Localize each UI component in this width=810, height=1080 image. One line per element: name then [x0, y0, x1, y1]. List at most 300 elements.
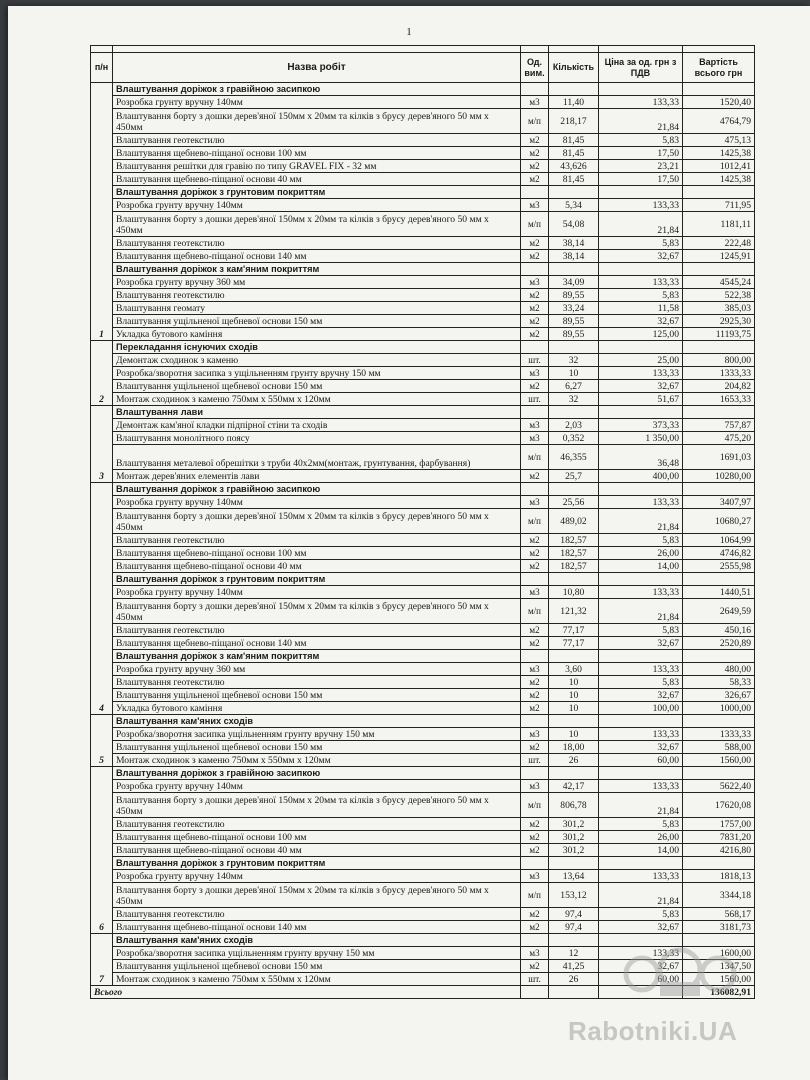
unit-cell: шт.	[521, 393, 549, 406]
cost-cell: 757,87	[683, 419, 755, 432]
group-title-row	[91, 483, 755, 496]
work-name: Укладка бутового каміння	[113, 328, 521, 341]
cost-cell: 3181,73	[683, 921, 755, 934]
table-row	[91, 754, 755, 767]
quantity-cell: 77,17	[549, 637, 599, 650]
price-cell: 373,33	[599, 419, 683, 432]
empty-cell	[599, 263, 683, 276]
unit-cell: м2	[521, 689, 549, 702]
group-title: Влаштування доріжок з кам'яним покриттям	[113, 650, 521, 663]
work-name: Монтаж сходинок з каменю 750мм х 550мм х 120мм	[113, 973, 521, 986]
unit-cell: м2	[521, 160, 549, 173]
empty-cell	[549, 857, 599, 870]
cost-cell: 385,03	[683, 302, 755, 315]
cost-cell: 4764,79	[683, 109, 755, 134]
quantity-cell: 41,25	[549, 960, 599, 973]
table-row	[91, 547, 755, 560]
table-row	[91, 419, 755, 432]
unit-cell: м2	[521, 237, 549, 250]
table-row	[91, 496, 755, 509]
works-estimate-table	[90, 45, 755, 999]
price-cell: 51,67	[599, 393, 683, 406]
table-row	[91, 134, 755, 147]
price-cell: 5,83	[599, 134, 683, 147]
empty-cell	[521, 573, 549, 586]
price-cell: 36,48	[599, 445, 683, 470]
empty-cell	[549, 715, 599, 728]
quantity-cell: 3,60	[549, 663, 599, 676]
table-row	[91, 380, 755, 393]
section-number: 3	[91, 406, 113, 483]
empty-cell	[683, 573, 755, 586]
price-cell: 5,83	[599, 818, 683, 831]
quantity-cell: 10	[549, 702, 599, 715]
table-row	[91, 199, 755, 212]
price-cell: 21,84	[599, 599, 683, 624]
unit-cell: м2	[521, 380, 549, 393]
section-number: 4	[91, 483, 113, 715]
section-number: 2	[91, 341, 113, 406]
empty-cell	[549, 986, 599, 999]
price-cell: 23,21	[599, 160, 683, 173]
work-name: Влаштування щебнево-піщаної основи 40 мм	[113, 173, 521, 186]
quantity-cell: 54,08	[549, 212, 599, 237]
unit-cell: шт.	[521, 754, 549, 767]
cost-cell: 800,00	[683, 354, 755, 367]
price-cell: 133,33	[599, 947, 683, 960]
unit-cell: м3	[521, 870, 549, 883]
table-row	[91, 793, 755, 818]
cost-cell: 1818,13	[683, 870, 755, 883]
work-name: Влаштування ущільненої щебневої основи 150 мм	[113, 689, 521, 702]
cost-cell: 1181,11	[683, 212, 755, 237]
price-cell: 32,67	[599, 921, 683, 934]
empty-cell	[521, 406, 549, 419]
empty-cell	[599, 767, 683, 780]
group-title-row	[91, 263, 755, 276]
price-cell: 133,33	[599, 367, 683, 380]
unit-cell: м2	[521, 328, 549, 341]
section-number: 6	[91, 767, 113, 934]
group-title-row	[91, 767, 755, 780]
cost-cell: 326,67	[683, 689, 755, 702]
cost-cell: 1600,00	[683, 947, 755, 960]
quantity-cell: 5,34	[549, 199, 599, 212]
table-row	[91, 237, 755, 250]
unit-cell: м3	[521, 367, 549, 380]
cost-cell: 1440,51	[683, 586, 755, 599]
work-name: Влаштування щебнево-піщаної основи 100 мм	[113, 147, 521, 160]
quantity-cell: 26	[549, 754, 599, 767]
price-cell: 14,00	[599, 844, 683, 857]
unit-cell: м2	[521, 560, 549, 573]
empty-cell	[521, 767, 549, 780]
unit-cell: м3	[521, 276, 549, 289]
group-title: Влаштування доріжок з грунтовим покриттям	[113, 857, 521, 870]
work-name: Розробка грунту вручну 140мм	[113, 96, 521, 109]
table-row	[91, 676, 755, 689]
group-title: Влаштування кам'яних сходів	[113, 934, 521, 947]
unit-cell: м2	[521, 289, 549, 302]
work-name: Влаштування ущільненої щебневої основи 150 мм	[113, 315, 521, 328]
group-title: Влаштування доріжок з грунтовим покриттям	[113, 186, 521, 199]
cost-cell: 1560,00	[683, 754, 755, 767]
total-label: Всього	[91, 986, 521, 999]
unit-cell: м/п	[521, 599, 549, 624]
work-name: Розробка грунту вручну 140мм	[113, 496, 521, 509]
cost-cell: 10680,27	[683, 509, 755, 534]
header-price: Ціна за од. грн з ПДВ	[599, 53, 683, 83]
cost-cell: 480,00	[683, 663, 755, 676]
cost-cell: 2555,98	[683, 560, 755, 573]
quantity-cell: 6,27	[549, 380, 599, 393]
price-cell: 32,67	[599, 250, 683, 263]
cost-cell: 450,16	[683, 624, 755, 637]
work-name: Влаштування геотекстилю	[113, 237, 521, 250]
cost-cell: 5622,40	[683, 780, 755, 793]
cost-cell: 2520,89	[683, 637, 755, 650]
table-row	[91, 96, 755, 109]
empty-cell	[683, 263, 755, 276]
unit-cell: м2	[521, 921, 549, 934]
price-cell: 125,00	[599, 328, 683, 341]
price-cell: 5,83	[599, 676, 683, 689]
table-row	[91, 728, 755, 741]
price-cell: 21,84	[599, 793, 683, 818]
work-name: Розробка грунту вручну 140мм	[113, 780, 521, 793]
quantity-cell: 32	[549, 393, 599, 406]
table-row	[91, 109, 755, 134]
quantity-cell: 11,40	[549, 96, 599, 109]
empty-cell	[549, 263, 599, 276]
table-row	[91, 560, 755, 573]
table-row	[91, 534, 755, 547]
empty-cell	[549, 573, 599, 586]
cost-cell: 1347,50	[683, 960, 755, 973]
work-name: Монтаж сходинок з каменю 750мм х 550мм х 120мм	[113, 393, 521, 406]
quantity-cell: 77,17	[549, 624, 599, 637]
cost-cell: 475,20	[683, 432, 755, 445]
empty-cell	[599, 83, 683, 96]
quantity-cell: 97,4	[549, 908, 599, 921]
work-name: Влаштування геотекстилю	[113, 676, 521, 689]
unit-cell: м3	[521, 199, 549, 212]
table-row	[91, 289, 755, 302]
price-cell: 60,00	[599, 973, 683, 986]
work-name: Розробка грунту вручну 140мм	[113, 199, 521, 212]
unit-cell: м3	[521, 663, 549, 676]
work-name: Влаштування геотекстилю	[113, 289, 521, 302]
price-cell: 32,67	[599, 960, 683, 973]
table-row	[91, 844, 755, 857]
quantity-cell: 32	[549, 354, 599, 367]
price-cell: 14,00	[599, 560, 683, 573]
work-name: Влаштування ущільненої щебневої основи 150 мм	[113, 380, 521, 393]
watermark-text: Rabotniki.UA	[568, 1016, 738, 1046]
quantity-cell: 97,4	[549, 921, 599, 934]
empty-cell	[521, 186, 549, 199]
cost-cell: 11193,75	[683, 328, 755, 341]
table-row	[91, 173, 755, 186]
work-name: Влаштування борту з дошки дерев'яної 150мм х 20мм та кілків з брусу дерев'яного 50 мм х 450мм	[113, 793, 521, 818]
quantity-cell: 43,626	[549, 160, 599, 173]
table-row	[91, 250, 755, 263]
cost-cell: 1691,03	[683, 445, 755, 470]
quantity-cell: 38,14	[549, 250, 599, 263]
table-row	[91, 586, 755, 599]
price-cell: 5,83	[599, 289, 683, 302]
unit-cell: м3	[521, 780, 549, 793]
table-row	[91, 689, 755, 702]
unit-cell: шт.	[521, 354, 549, 367]
group-title-row	[91, 650, 755, 663]
work-name: Влаштування геотекстилю	[113, 134, 521, 147]
work-name: Влаштування борту з дошки дерев'яної 150мм х 20мм та кілків з брусу дерев'яного 50 мм х 450мм	[113, 509, 521, 534]
unit-cell: м2	[521, 547, 549, 560]
quantity-cell: 218,17	[549, 109, 599, 134]
unit-cell: м/п	[521, 509, 549, 534]
quantity-cell: 25,56	[549, 496, 599, 509]
group-title: Влаштування доріжок з грунтовим покриттям	[113, 573, 521, 586]
price-cell: 26,00	[599, 547, 683, 560]
cost-cell: 3344,18	[683, 883, 755, 908]
work-name: Влаштування щебнево-піщаної основи 140 мм	[113, 637, 521, 650]
work-name: Влаштування щебнево-піщаної основи 100 мм	[113, 547, 521, 560]
unit-cell: м/п	[521, 883, 549, 908]
unit-cell: м2	[521, 637, 549, 650]
cost-cell: 7831,20	[683, 831, 755, 844]
empty-cell	[521, 715, 549, 728]
empty-cell	[599, 186, 683, 199]
cost-cell: 568,17	[683, 908, 755, 921]
price-cell: 5,83	[599, 624, 683, 637]
quantity-cell: 38,14	[549, 237, 599, 250]
unit-cell: м/п	[521, 445, 549, 470]
unit-cell: м2	[521, 624, 549, 637]
price-cell: 32,67	[599, 380, 683, 393]
cost-cell: 4216,80	[683, 844, 755, 857]
cost-cell: 588,00	[683, 741, 755, 754]
quantity-cell: 153,12	[549, 883, 599, 908]
work-name: Монтаж сходинок з каменю 750мм х 550мм х 120мм	[113, 754, 521, 767]
quantity-cell: 10	[549, 367, 599, 380]
cost-cell: 4545,24	[683, 276, 755, 289]
quantity-cell: 89,55	[549, 328, 599, 341]
price-cell: 25,00	[599, 354, 683, 367]
table-row	[91, 908, 755, 921]
price-cell: 26,00	[599, 831, 683, 844]
table-row	[91, 393, 755, 406]
work-name: Влаштування металевої обрешітки з труби 40х2мм(монтаж, грунтування, фарбування)	[113, 445, 521, 470]
group-title-row	[91, 857, 755, 870]
price-cell: 100,00	[599, 702, 683, 715]
quantity-cell: 0,352	[549, 432, 599, 445]
quantity-cell: 81,45	[549, 173, 599, 186]
group-title: Влаштування доріжок з гравійною засипкою	[113, 767, 521, 780]
table-row	[91, 445, 755, 470]
unit-cell: м2	[521, 173, 549, 186]
quantity-cell: 10	[549, 676, 599, 689]
total-value: 136082,91	[683, 986, 755, 999]
work-name: Влаштування геомату	[113, 302, 521, 315]
empty-cell	[599, 406, 683, 419]
price-cell: 32,67	[599, 741, 683, 754]
table-header-row	[91, 53, 755, 83]
price-cell: 32,67	[599, 637, 683, 650]
empty-cell	[683, 83, 755, 96]
work-name: Влаштування монолітного поясу	[113, 432, 521, 445]
work-name: Влаштування геотекстилю	[113, 908, 521, 921]
header-spacer-row	[91, 46, 755, 53]
cost-cell: 1333,33	[683, 367, 755, 380]
price-cell: 32,67	[599, 689, 683, 702]
work-name: Влаштування борту з дошки дерев'яної 150мм х 20мм та кілків з брусу дерев'яного 50 мм х 450мм	[113, 599, 521, 624]
cost-cell: 1000,00	[683, 702, 755, 715]
unit-cell: м2	[521, 250, 549, 263]
unit-cell: м3	[521, 496, 549, 509]
unit-cell: м/п	[521, 793, 549, 818]
empty-cell	[521, 263, 549, 276]
empty-cell	[549, 83, 599, 96]
group-title-row	[91, 406, 755, 419]
price-cell: 133,33	[599, 780, 683, 793]
price-cell: 1 350,00	[599, 432, 683, 445]
work-name: Монтаж дерев'яних елементів лави	[113, 470, 521, 483]
quantity-cell: 489,02	[549, 509, 599, 534]
header-name: Назва робіт	[113, 53, 521, 83]
price-cell: 11,58	[599, 302, 683, 315]
work-name: Влаштування ущільненої щебневої основи 150 мм	[113, 960, 521, 973]
cost-cell: 3407,97	[683, 496, 755, 509]
empty-cell	[683, 483, 755, 496]
quantity-cell: 81,45	[549, 134, 599, 147]
unit-cell: м2	[521, 315, 549, 328]
cost-cell: 1245,91	[683, 250, 755, 263]
unit-cell: м3	[521, 432, 549, 445]
work-name: Влаштування борту з дошки дерев'яної 150мм х 20мм та кілків з брусу дерев'яного 50 мм х 450мм	[113, 883, 521, 908]
quantity-cell: 10	[549, 728, 599, 741]
unit-cell: м2	[521, 960, 549, 973]
empty-cell	[599, 715, 683, 728]
work-name: Розробка грунту вручну 140мм	[113, 586, 521, 599]
quantity-cell: 121,32	[549, 599, 599, 624]
document-page	[8, 6, 810, 1080]
table-row	[91, 831, 755, 844]
table-row	[91, 509, 755, 534]
work-name: Влаштування решітки для гравію по типу GRAVEL FIX - 32 мм	[113, 160, 521, 173]
cost-cell: 2649,59	[683, 599, 755, 624]
work-name: Влаштування борту з дошки дерев'яної 150мм х 20мм та кілків з брусу дерев'яного 50 мм х 450мм	[113, 212, 521, 237]
empty-cell	[683, 341, 755, 354]
table-row	[91, 599, 755, 624]
group-title-row	[91, 715, 755, 728]
empty-cell	[599, 857, 683, 870]
cost-cell: 711,95	[683, 199, 755, 212]
table-row	[91, 212, 755, 237]
table-row	[91, 702, 755, 715]
unit-cell: м/п	[521, 109, 549, 134]
price-cell: 133,33	[599, 96, 683, 109]
price-cell: 21,84	[599, 883, 683, 908]
price-cell: 133,33	[599, 728, 683, 741]
cost-cell: 10280,00	[683, 470, 755, 483]
work-name: Влаштування геотекстилю	[113, 818, 521, 831]
price-cell: 133,33	[599, 870, 683, 883]
page-number: 1	[406, 26, 412, 38]
quantity-cell: 806,78	[549, 793, 599, 818]
price-cell: 133,33	[599, 663, 683, 676]
cost-cell: 1333,33	[683, 728, 755, 741]
unit-cell: м2	[521, 470, 549, 483]
work-name: Влаштування борту з дошки дерев'яної 150мм х 20мм та кілків з брусу дерев'яного 50 мм х 450мм	[113, 109, 521, 134]
price-cell: 133,33	[599, 586, 683, 599]
empty-cell	[549, 650, 599, 663]
price-cell: 5,83	[599, 534, 683, 547]
empty-cell	[521, 986, 549, 999]
cost-cell: 58,33	[683, 676, 755, 689]
unit-cell: м3	[521, 947, 549, 960]
empty-cell	[599, 483, 683, 496]
price-cell: 400,00	[599, 470, 683, 483]
group-title: Влаштування лави	[113, 406, 521, 419]
unit-cell: м2	[521, 676, 549, 689]
empty-cell	[683, 857, 755, 870]
group-title-row	[91, 186, 755, 199]
section-number: 5	[91, 715, 113, 767]
quantity-cell: 26	[549, 973, 599, 986]
quantity-cell: 301,2	[549, 831, 599, 844]
cost-cell: 204,82	[683, 380, 755, 393]
work-name: Розробка/зворотня засипка ущільненням грунту вручну 150 мм	[113, 728, 521, 741]
empty-cell	[549, 483, 599, 496]
quantity-cell: 301,2	[549, 818, 599, 831]
unit-cell: м2	[521, 134, 549, 147]
price-cell: 17,50	[599, 173, 683, 186]
cost-cell: 522,38	[683, 289, 755, 302]
work-name: Демонтаж сходинок з каменю	[113, 354, 521, 367]
empty-cell	[683, 186, 755, 199]
cost-cell: 475,13	[683, 134, 755, 147]
group-title-row	[91, 573, 755, 586]
work-name: Розробка/зворотня засипка ущільненням грунту вручну 150 мм	[113, 947, 521, 960]
table-row	[91, 663, 755, 676]
cost-cell: 1520,40	[683, 96, 755, 109]
work-name: Укладка бутового каміння	[113, 702, 521, 715]
empty-cell	[549, 186, 599, 199]
price-cell: 5,83	[599, 908, 683, 921]
quantity-cell: 301,2	[549, 844, 599, 857]
unit-cell: м2	[521, 702, 549, 715]
quantity-cell: 42,17	[549, 780, 599, 793]
unit-cell: м2	[521, 147, 549, 160]
quantity-cell: 81,45	[549, 147, 599, 160]
quantity-cell: 182,57	[549, 547, 599, 560]
price-cell: 21,84	[599, 212, 683, 237]
price-cell: 133,33	[599, 276, 683, 289]
table-row	[91, 160, 755, 173]
empty-cell	[599, 573, 683, 586]
header-unit: Од. вим.	[521, 53, 549, 83]
table-row	[91, 147, 755, 160]
cost-cell: 222,48	[683, 237, 755, 250]
group-title: Влаштування доріжок з гравійною засипкою	[113, 483, 521, 496]
group-title: Влаштування доріжок з гравійною засипкою	[113, 83, 521, 96]
unit-cell: м3	[521, 419, 549, 432]
empty-cell	[599, 341, 683, 354]
table-row	[91, 315, 755, 328]
empty-cell	[521, 483, 549, 496]
quantity-cell: 182,57	[549, 560, 599, 573]
